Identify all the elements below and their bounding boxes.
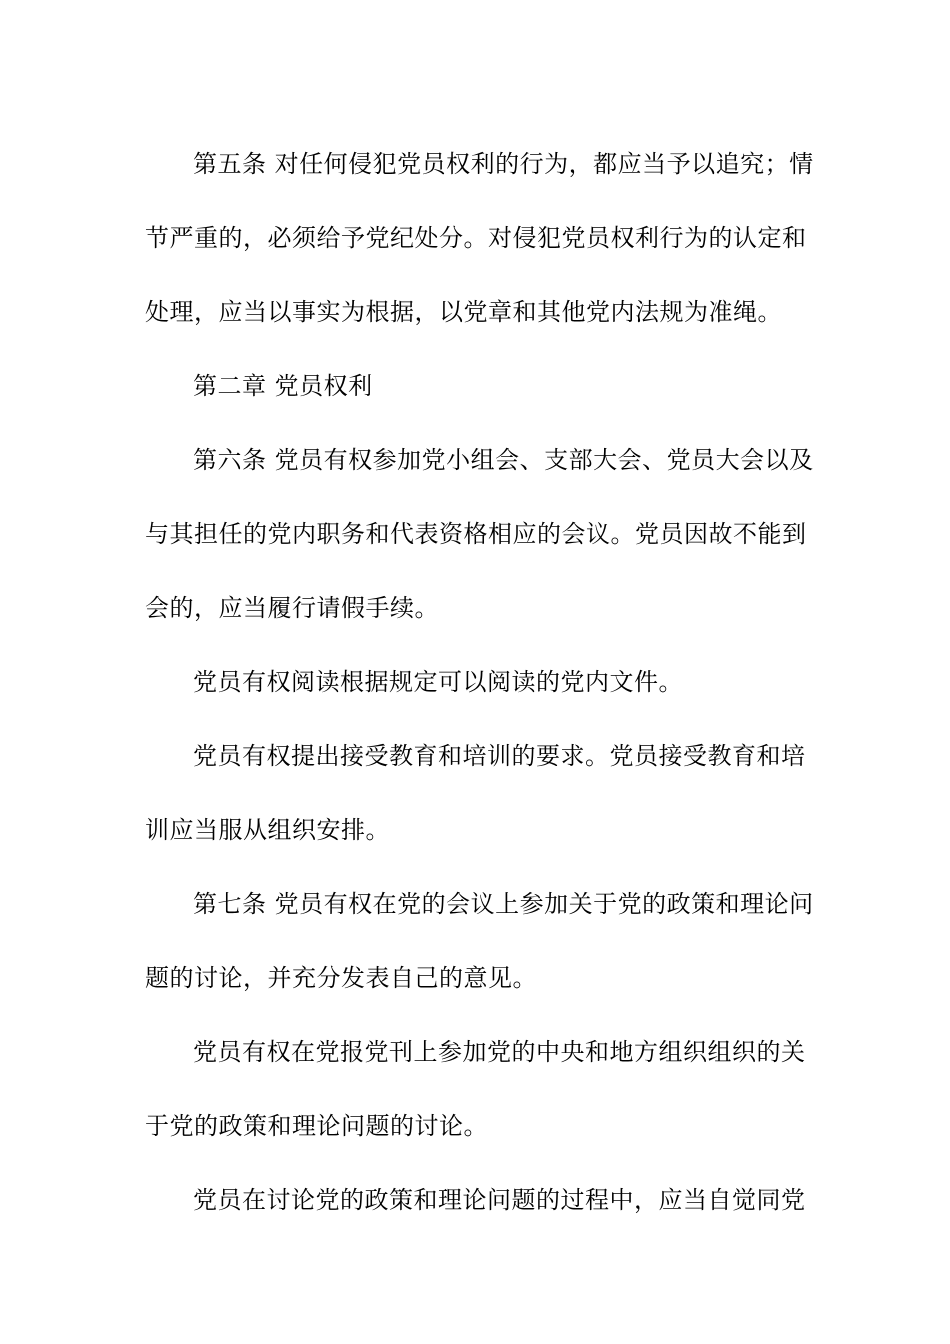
text-line: 第七条 党员有权在党的会议上参加关于党的政策和理论问 <box>193 890 814 918</box>
text-line: 节严重的，必须给予党纪处分。对侵犯党员权利行为的认定和 <box>145 224 807 252</box>
article-7-paragraph-2 <box>145 1015 825 1163</box>
article-7-paragraph <box>145 867 825 1015</box>
text-line: 会的，应当履行请假手续。 <box>145 594 439 622</box>
text-line: 第二章 党员权利 <box>193 372 373 400</box>
text-line: 党员有权阅读根据规定可以阅读的党内文件。 <box>193 668 683 696</box>
text-line: 题的讨论，并充分发表自己的意见。 <box>145 964 537 992</box>
text-line: 训应当服从组织安排。 <box>145 816 390 844</box>
text-line: 与其担任的党内职务和代表资格相应的会议。党员因故不能到 <box>145 520 807 548</box>
article-6-paragraph-2 <box>145 645 825 719</box>
text-line: 党员在讨论党的政策和理论问题的过程中，应当自觉同党 <box>193 1186 806 1214</box>
article-6-paragraph-3 <box>145 719 825 867</box>
article-5-paragraph <box>145 127 825 349</box>
text-line: 党员有权提出接受教育和培训的要求。党员接受教育和培 <box>193 742 806 770</box>
text-line: 第六条 党员有权参加党小组会、支部大会、党员大会以及 <box>193 446 814 474</box>
chapter-2-heading <box>145 349 825 423</box>
document-body <box>145 127 825 1237</box>
text-line: 第五条 对任何侵犯党员权利的行为，都应当予以追究；情 <box>193 150 814 178</box>
text-line: 党员有权在党报党刊上参加党的中央和地方组织组织的关 <box>193 1038 806 1066</box>
text-line: 处理，应当以事实为根据，以党章和其他党内法规为准绳。 <box>145 298 782 326</box>
article-7-paragraph-3 <box>145 1163 825 1237</box>
text-line: 于党的政策和理论问题的讨论。 <box>145 1112 488 1140</box>
article-6-paragraph <box>145 423 825 645</box>
